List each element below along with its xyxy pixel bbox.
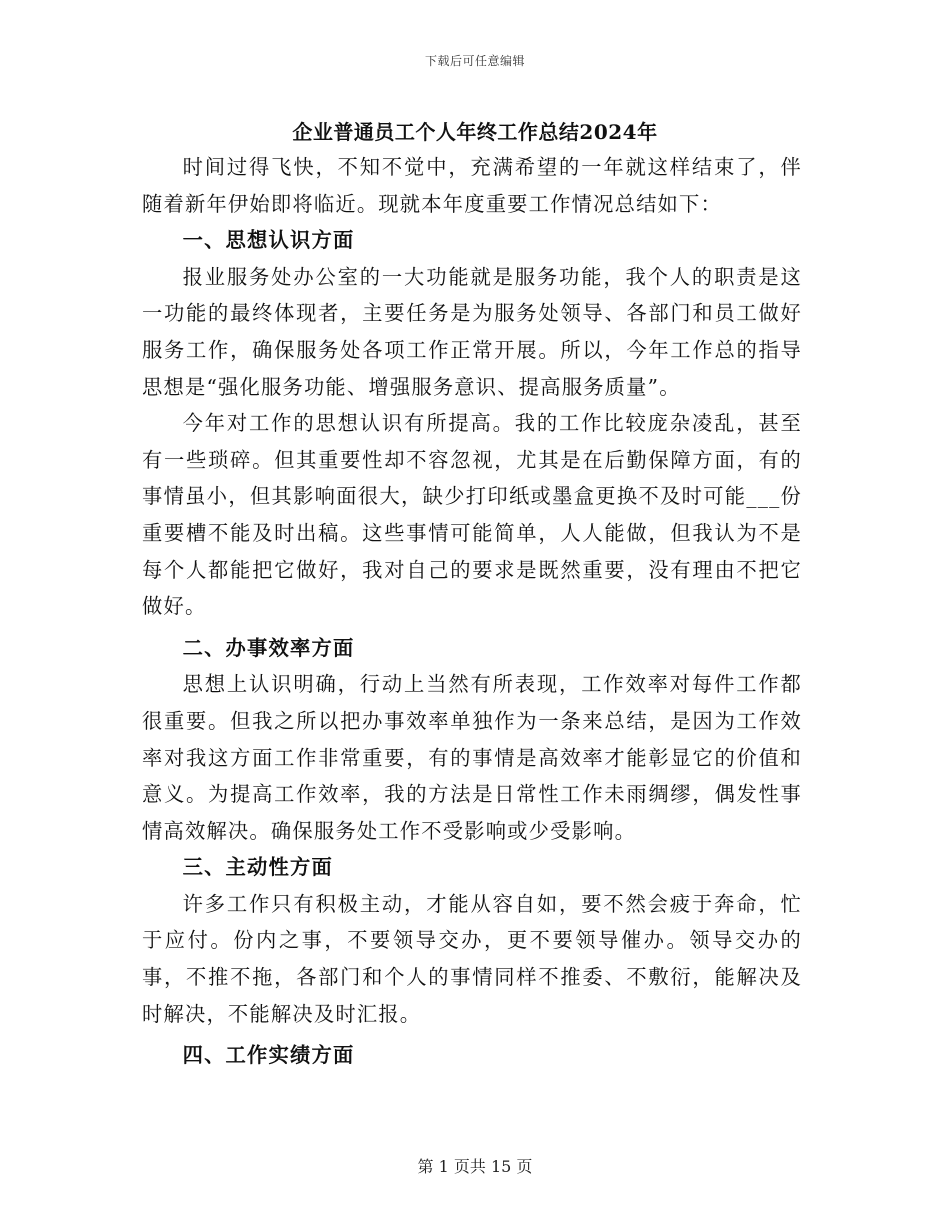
- page-header: 下载后可任意编辑: [424, 54, 525, 68]
- section-2-paragraph-1: 思想上认识明确，行动上当然有所表现，工作效率对每件工作都很重要。但我之所以把办事效率单独作为一条来总结，是因为工作效率对我这方面工作非常重要，有的事情是高效率才能彰显它的价值和意义。为提高工作效率，我的方法是日常性工作未雨绸缪，偶发性事情高效解决。确保服务处工作不受影响或少受影响。: [142, 672, 802, 843]
- section-3-paragraph-1: 许多工作只有积极主动，才能从容自如，要不然会疲于奔命，忙于应付。份内之事，不要领导交办，更不要领导催办。领导交办的事，不推不拖，各部门和个人的事情同样不推委、不敷衍，能解决及时解决，不能解决及时汇报。: [142, 891, 802, 1026]
- page-number: 第 1 页共 15 页: [417, 1157, 533, 1176]
- section-1-paragraph-1: 报业服务处办公室的一大功能就是服务功能，我个人的职责是这一功能的最终体现者，主要任务是为服务处领导、各部门和员工做好服务工作，确保服务处各项工作正常开展。所以，今年工作总的指导思想是“强化服务功能、增强服务意识、提高服务质量”。: [142, 264, 802, 399]
- section-heading-4: 四、工作实绩方面: [182, 1043, 355, 1068]
- document-title: 企业普通员工个人年终工作总结2024年: [292, 120, 658, 144]
- section-heading-1: 一、思想认识方面: [182, 228, 355, 253]
- document-body: [142, 149, 802, 1074]
- section-heading-3: 三、主动性方面: [182, 855, 333, 880]
- section-1-paragraph-2: 今年对工作的思想认识有所提高。我的工作比较庞杂凌乱，甚至有一些琐碎。但其重要性却不容忽视，尤其是在后勤保障方面，有的事情虽小，但其影响面很大，缺少打印纸或墨盒更换不及时可能___份重要槽不能及时出稿。这些事情可能简单，人人能做，但我认为不是每个人都能把它做好，我对自己的要求是既然重要，没有理由不把它做好。: [142, 411, 802, 619]
- section-heading-2: 二、办事效率方面: [182, 635, 355, 660]
- intro-paragraph: 时间过得飞快，不知不觉中，充满希望的一年就这样结束了，伴随着新年伊始即将临近。现就本年度重要工作情况总结如下：: [142, 155, 802, 216]
